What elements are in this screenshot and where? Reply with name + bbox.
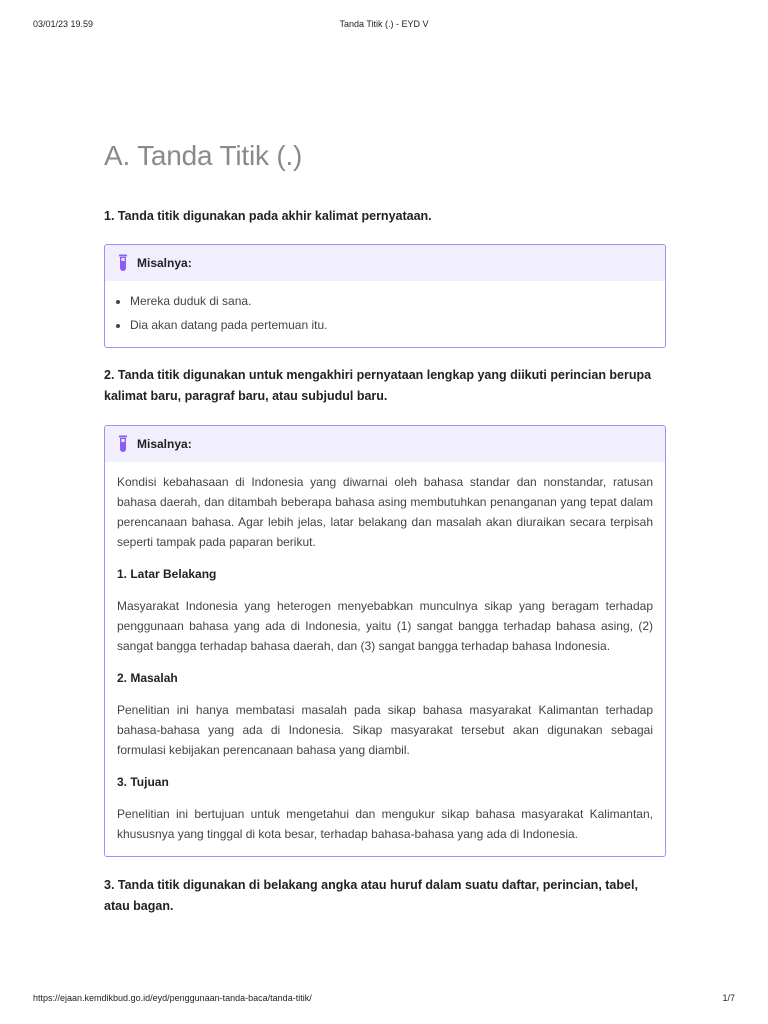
example-subheading: 2. Masalah	[117, 671, 178, 685]
example-box-header	[105, 426, 665, 462]
example-subheading: 1. Latar Belakang	[117, 567, 217, 581]
example-box-header	[105, 245, 665, 281]
example-paragraph: Masyarakat Indonesia yang heterogen menyebabkan munculnya sikap yang beragam terhadap penggunaan bahasa yang ada di Indonesia, yaitu (1) sangat bangga terhadap bahasa asing, (2) sangat bangga terhadap bahasa daerah, dan (3) sangat bangga terhadap bahasa Indonesia.	[117, 599, 653, 653]
example-label: Misalnya:	[137, 437, 192, 451]
list-item: • Dia akan datang pada pertemuan itu.	[130, 317, 653, 333]
print-datetime: 03/01/23 19.59	[33, 19, 94, 29]
article-content	[104, 140, 666, 917]
section-title: A. Tanda Titik (.)	[104, 140, 303, 171]
example-paragraph: Penelitian ini bertujuan untuk mengetahui dan mengukur sikap bahasa masyarakat Kalimantan, khususnya yang tinggal di kota besar, terhadap bahasa-bahasa yang ada di Indonesia.	[117, 807, 653, 841]
example-box-body	[105, 462, 665, 856]
test-tube-icon	[117, 254, 129, 272]
example-subheading: 3. Tujuan	[117, 775, 169, 789]
example-paragraph: Penelitian ini hanya membatasi masalah pada sikap bahasa masyarakat Kalimantan terhadap bahasa-bahasa yang ada di Indonesia. Sikap masyarakat tersebut akan digunakan sebagai formulasi kebijakan perencanaan bahasa yang diambil.	[117, 703, 653, 757]
example-box-body	[105, 281, 665, 347]
print-footer	[0, 993, 768, 1007]
print-url: https://ejaan.kemdikbud.go.id/eyd/penggunaan-tanda-baca/tanda-titik/	[33, 993, 312, 1003]
example-intro-paragraph: Kondisi kebahasaan di Indonesia yang diwarnai oleh bahasa standar dan nonstandar, ratusan bahasa daerah, dan ditambah beberapa bahasa asing membutuhkan penanganan yang tepat dalam perencanaan bahasa. Agar lebih jelas, latar belakang dan masalah akan diuraikan secara terpisah seperti tampak pada paparan berikut.	[117, 475, 653, 549]
print-header	[0, 19, 768, 33]
page-number: 1/7	[722, 993, 735, 1003]
print-page-title: Tanda Titik (.) - EYD V	[339, 19, 429, 29]
list-item: • Mereka duduk di sana.	[130, 293, 653, 309]
test-tube-icon	[117, 435, 129, 453]
rule-3-text: 3. Tanda titik digunakan di belakang angka atau huruf dalam suatu daftar, perincian, tabel, atau bagan.	[104, 878, 638, 913]
example-list	[117, 293, 653, 333]
example-box-2	[104, 425, 666, 857]
example-label: Misalnya:	[137, 256, 192, 270]
rule-2-text: 2. Tanda titik digunakan untuk mengakhiri pernyataan lengkap yang diikuti perincian berupa kalimat baru, paragraf baru, atau subjudul baru.	[104, 368, 652, 403]
rule-1-text: 1. Tanda titik digunakan pada akhir kalimat pernyataan.	[104, 209, 432, 223]
example-box-1	[104, 244, 666, 348]
